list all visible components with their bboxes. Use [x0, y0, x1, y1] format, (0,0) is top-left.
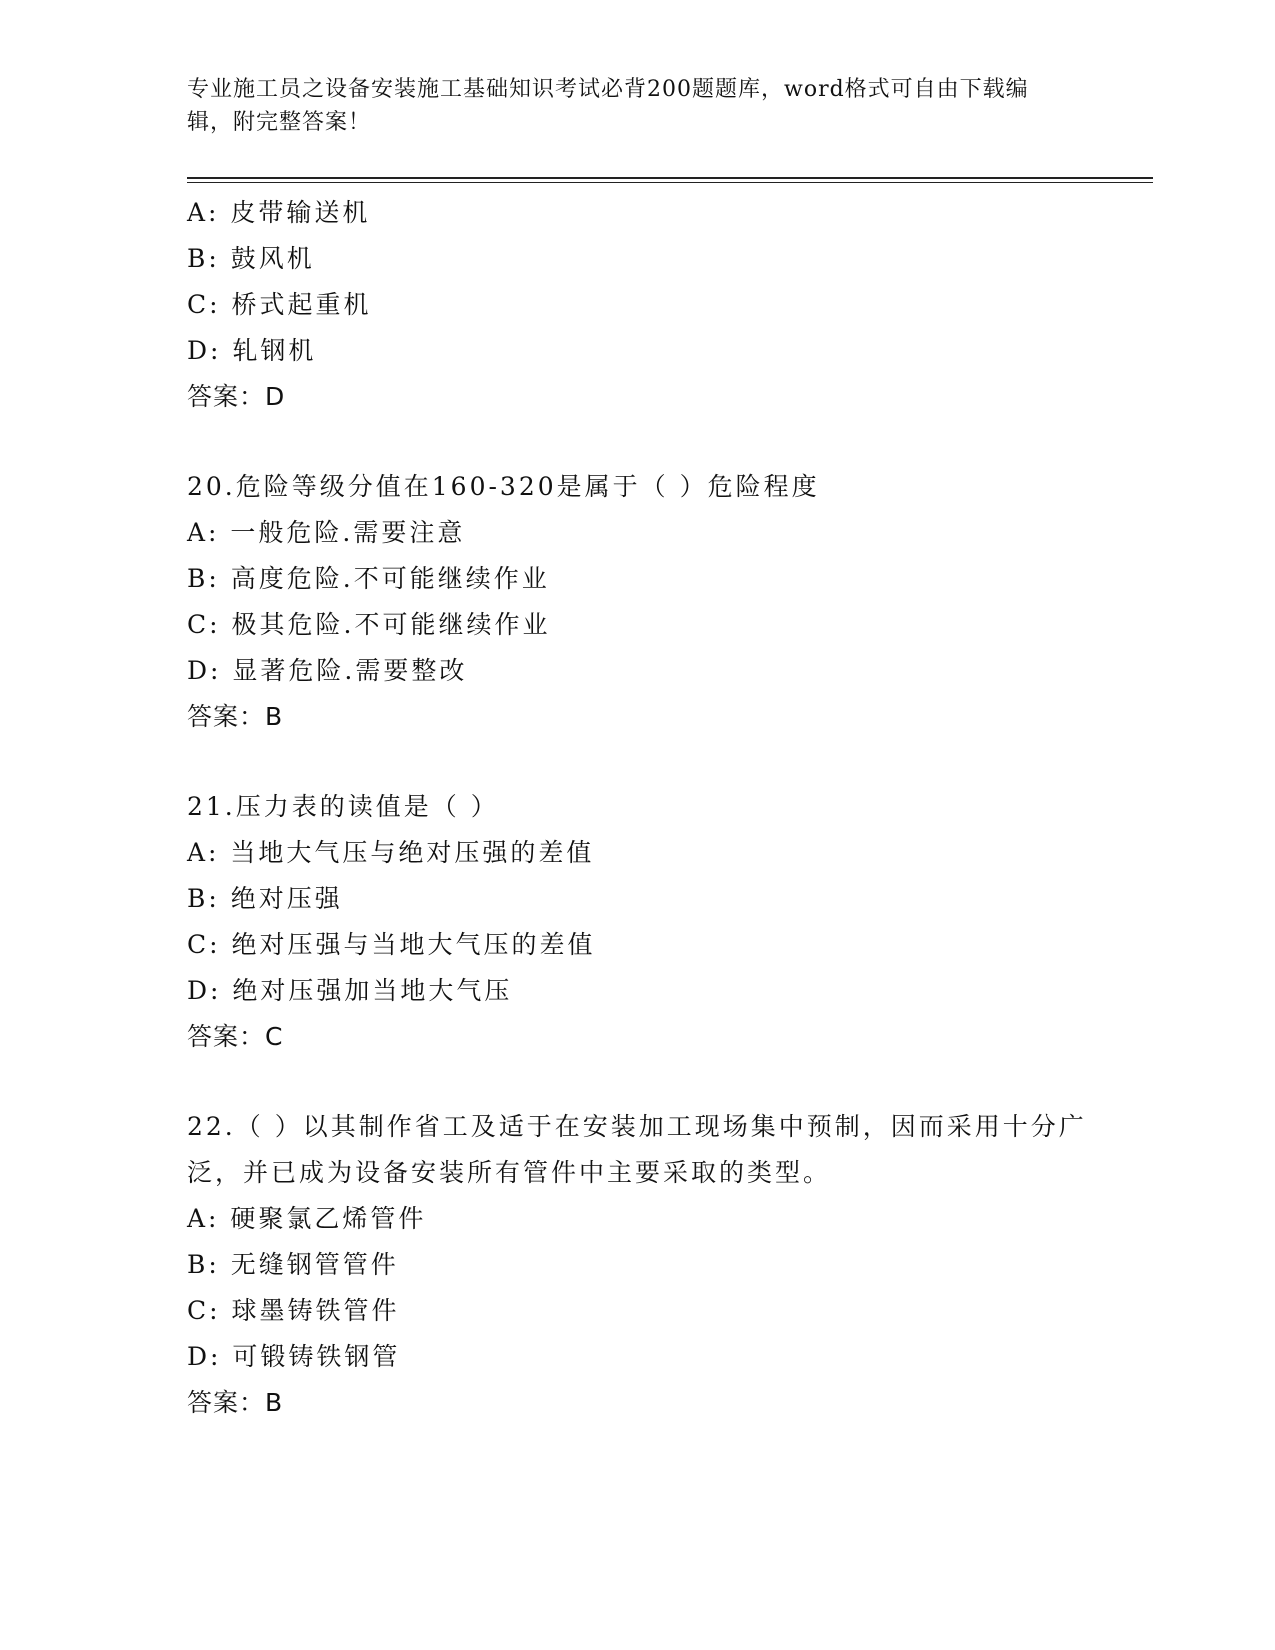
option-c: C: 极其危险.不可能继续作业	[187, 610, 551, 639]
option-a: A: 硬聚氯乙烯管件	[187, 1204, 427, 1233]
question-block-prev	[187, 190, 1087, 420]
option-c: C: 桥式起重机	[187, 290, 372, 319]
option-d: D: 绝对压强加当地大气压	[187, 976, 513, 1005]
question-block-20	[187, 464, 1087, 740]
question-block-21	[187, 784, 1087, 1060]
option-b: B: 绝对压强	[187, 884, 343, 913]
document-header: 专业施工员之设备安装施工基础知识考试必背200题题库，word格式可自由下载编辑，附完整答案！	[187, 77, 1029, 135]
answer-line: 答案：B	[187, 1388, 284, 1417]
option-a: A: 当地大气压与绝对压强的差值	[187, 838, 595, 867]
header-rule-thick	[187, 177, 1153, 179]
option-a: A: 一般危险.需要注意	[187, 518, 466, 547]
option-c: C: 绝对压强与当地大气压的差值	[187, 930, 596, 959]
option-c: C: 球墨铸铁管件	[187, 1296, 400, 1325]
answer-line: 答案：B	[187, 702, 284, 731]
option-d: D: 可锻铸铁钢管	[187, 1342, 401, 1371]
question-list	[187, 190, 1087, 1426]
option-b: B: 鼓风机	[187, 244, 315, 273]
question-text: 21.压力表的读值是（ ）	[187, 792, 499, 821]
header-rule-thin	[187, 182, 1153, 183]
question-block-22	[187, 1104, 1087, 1426]
question-text: 22.（ ）以其制作省工及适于在安装加工现场集中预制，因而采用十分广泛，并已成为设备安装所有管件中主要采取的类型。	[187, 1112, 1087, 1187]
option-a: A: 皮带输送机	[187, 198, 371, 227]
option-d: D: 显著危险.需要整改	[187, 656, 468, 685]
option-d: D: 轧钢机	[187, 336, 317, 365]
option-b: B: 无缝钢管管件	[187, 1250, 399, 1279]
question-text: 20.危险等级分值在160-320是属于（ ）危险程度	[187, 472, 820, 501]
answer-line: 答案：C	[187, 1022, 284, 1051]
option-b: B: 高度危险.不可能继续作业	[187, 564, 550, 593]
answer-line: 答案：D	[187, 382, 286, 411]
